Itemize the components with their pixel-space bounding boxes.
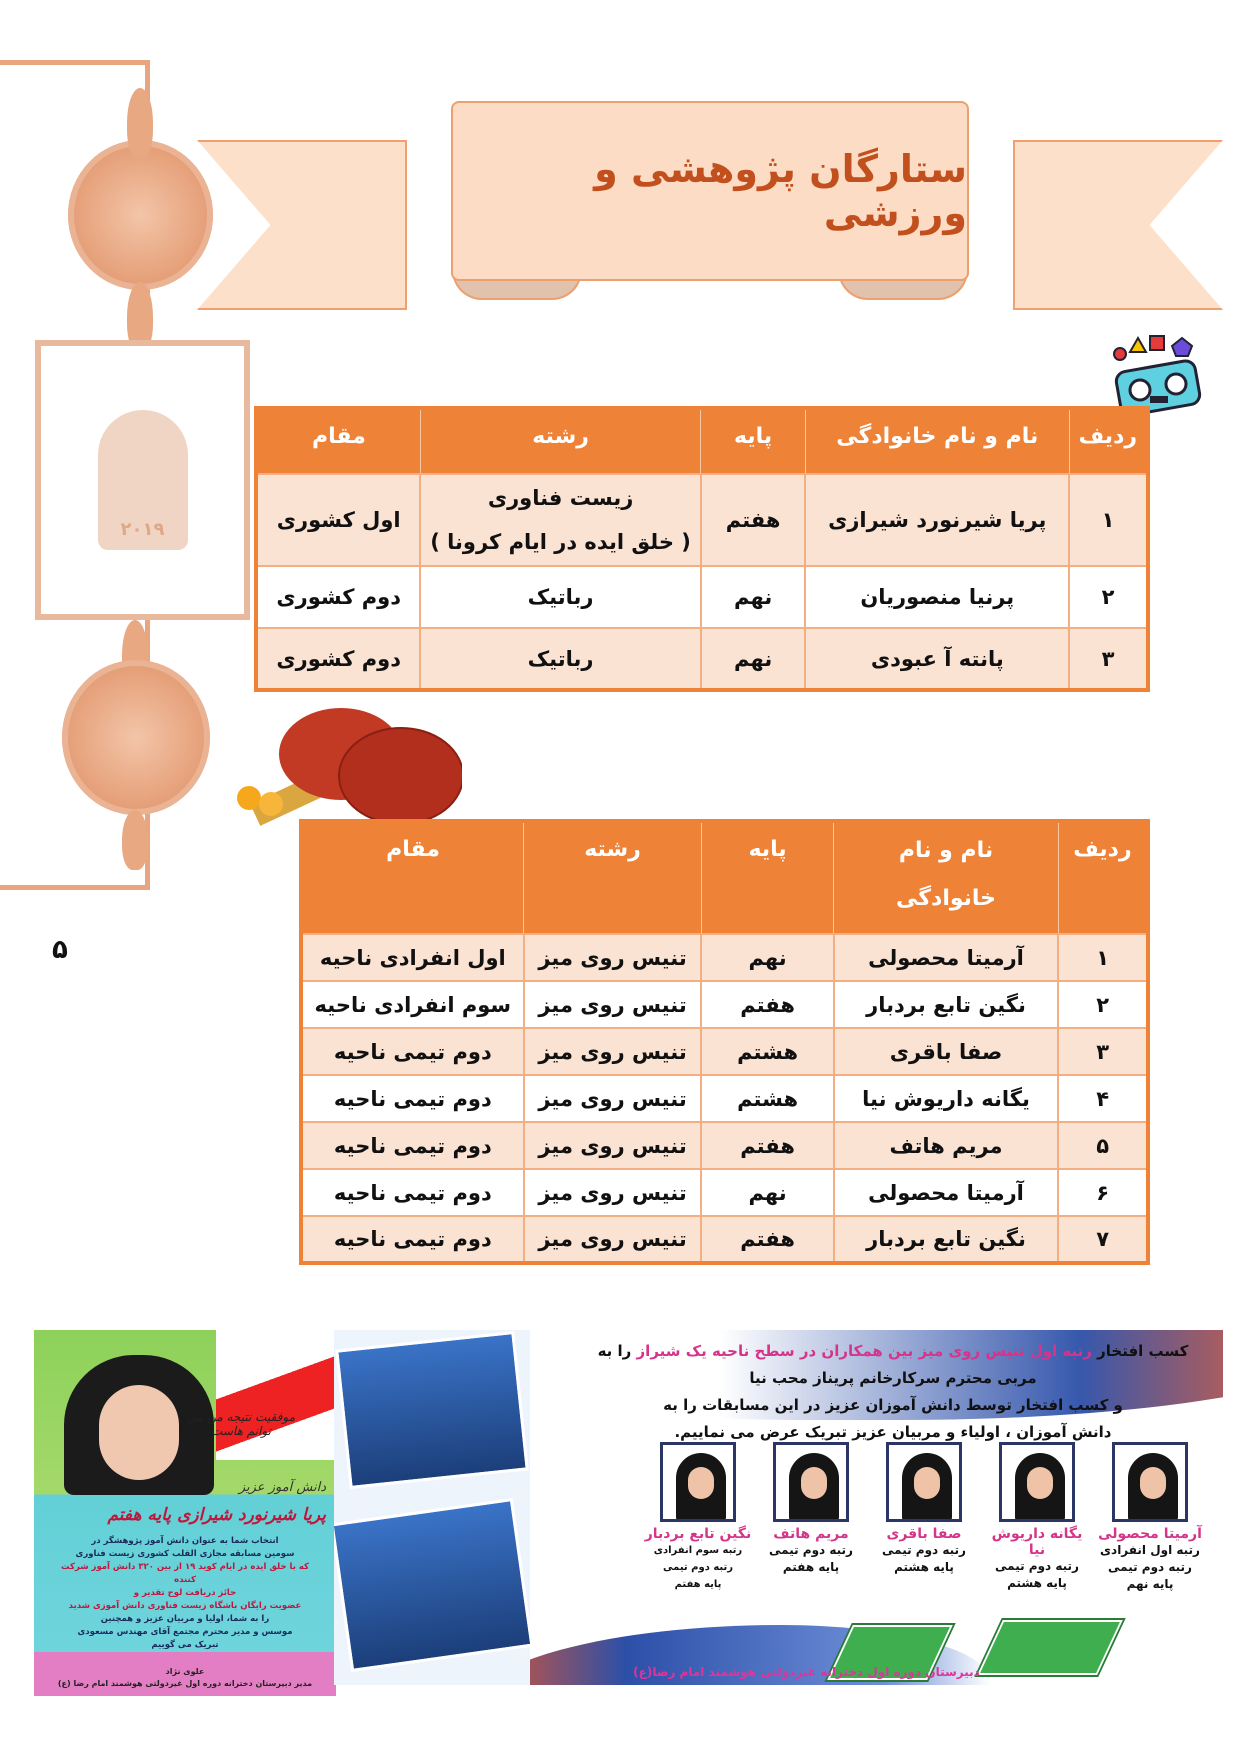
table-header-row [301,821,1148,934]
cell-grade: هفتم [701,981,833,1028]
student-card [869,1442,979,1576]
banner-tail-right [1013,140,1223,310]
frame-bottom-line [0,885,150,890]
cell-field [420,474,700,566]
iran-flag-image [216,1330,336,1460]
table-tennis-award-poster [530,1330,1223,1685]
text-line: دانش آموزان ، اولیاء و مربیان عزیز تبریک عرض می نماییم. [674,1423,1112,1441]
student-card [756,1442,866,1576]
poster-body-text [54,1535,316,1652]
cell-name: یگانه داریوش نیا [834,1075,1059,1122]
cell-num: ۱ [1069,474,1148,566]
team-photo-2 [334,1498,530,1672]
poster-line: سومین مسابقه مجازی القلب کشوری زیست فناوری [75,1549,295,1559]
header-rank: مقام [256,408,420,474]
ornament-medallion-bottom [62,660,210,815]
cell-num: ۳ [1069,628,1148,690]
poster-footer: دبیرستان دوره اول دخترانه غیردولتی هوشمند امام رضا(ع) [633,1665,980,1679]
title-scroll [451,101,969,281]
student-face [99,1385,179,1480]
cell-name: صفا باقری [834,1028,1059,1075]
cell-name: آرمیتا محصولی [834,934,1059,981]
cell-grade: هفتم [701,474,806,566]
cell-rank: دوم تیمی ناحیه [301,1122,524,1169]
student-detail: رتبه دوم تیمی [663,1562,733,1573]
cell-num: ۶ [1058,1169,1148,1216]
team-photo-1 [335,1331,529,1489]
table-row [301,1216,1148,1263]
header-grade: پایه [701,821,833,934]
student-detail: پایه نهم [1126,1577,1174,1591]
header-radif: ردیف [1069,408,1148,474]
banner-tail-left [197,140,407,310]
student-photo [999,1442,1075,1522]
sports-stars-table [299,819,1150,1265]
table-header-row [256,408,1148,474]
table-row [256,628,1148,690]
student-card [982,1442,1092,1592]
field-text: زیست فناوری [487,486,634,510]
table-row [301,981,1148,1028]
text-part: را به [597,1342,632,1360]
student-name: نگین تابع بردبار [644,1526,752,1542]
student-detail: پایه هشتم [894,1560,954,1574]
page-number: ۵ [52,935,68,965]
poster-line: حائز دریافت لوح تقدیر و [133,1588,237,1598]
signer-name: علوی نژاد [165,1667,205,1676]
research-stars-table [254,406,1150,692]
coach-line: مربی محترم سرکارخانم پریناز محب نیا [749,1369,1037,1387]
table-row [256,566,1148,628]
cell-grade: نهم [701,1169,833,1216]
header-name: نام و نام خانوادگی [805,408,1069,474]
cell-field: تنیس روی میز [524,981,702,1028]
student-detail: رتبه سوم انفرادی [653,1545,743,1556]
cell-name: پانته آ عبودی [805,628,1069,690]
cell-num: ۵ [1058,1122,1148,1169]
table-row [256,474,1148,566]
cell-rank: دوم تیمی ناحیه [301,1169,524,1216]
student-name: مریم هاتف [773,1526,849,1542]
cell-grade: نهم [701,934,833,981]
student-card [643,1442,753,1593]
poster-signature [34,1666,336,1690]
cell-rank: دوم تیمی ناحیه [301,1216,524,1263]
cell-num: ۱ [1058,934,1148,981]
cell-rank: دوم کشوری [256,628,420,690]
cell-name: مریم هاتف [834,1122,1059,1169]
cell-rank: دوم تیمی ناحیه [301,1075,524,1122]
frame-top-line [0,60,150,65]
header-grade: پایه [701,408,806,474]
poster-congrats-text [573,1338,1213,1446]
cell-field: رباتیک [420,628,700,690]
cell-field: تنیس روی میز [524,934,702,981]
student-name: صفا باقری [886,1526,962,1542]
cell-name: پریا شیرنورد شیرازی [805,474,1069,566]
cell-field: تنیس روی میز [524,1122,702,1169]
cell-num: ۳ [1058,1028,1148,1075]
student-detail: رتبه دوم تیمی [1108,1560,1192,1574]
text-part: کسب افتخار [1097,1342,1189,1360]
cell-rank: سوم انفرادی ناحیه [301,981,524,1028]
header-field: رشته [524,821,702,934]
poster-line: انتخاب شما به عنوان دانش آموز پژوهشگر در [91,1536,279,1546]
page-title: ستارگان پژوهشی و ورزشی [594,147,967,235]
cell-field: تنیس روی میز [524,1075,702,1122]
student-detail: پایه هفتم [782,1560,840,1574]
student-detail: رتبه اول انفرادی [1100,1543,1200,1557]
school-logo: ۲۰۱۹ [98,410,188,550]
cell-grade: نهم [701,566,806,628]
table-row [301,1028,1148,1075]
cell-field: تنیس روی میز [524,1216,702,1263]
cell-num: ۴ [1058,1075,1148,1122]
header-rank: مقام [301,821,524,934]
cell-grade: هفتم [701,1122,833,1169]
poster-line: عضویت رایگان باشگاه زیست فناوری دانش آموزی شدید [68,1601,302,1611]
student-detail: پایه هشتم [1007,1576,1067,1590]
cell-name: آرمیتا محصولی [834,1169,1059,1216]
cell-num: ۲ [1058,981,1148,1028]
cell-num: ۲ [1069,566,1148,628]
cell-field: تنیس روی میز [524,1028,702,1075]
poster-line: موسس و مدیر محترم مجتمع آقای مهندس مسعودی [77,1627,293,1637]
signer-title: مدیر دبیرستان دخترانه دوره اول غیردولتی هوشمند امام رضا (ع) [57,1679,313,1688]
table-row [301,1169,1148,1216]
field-note: ( خلق ایده در ایام کرونا ) [430,530,691,554]
student-detail: رتبه دوم تیمی [882,1543,966,1557]
cell-num: ۷ [1058,1216,1148,1263]
poster-subtitle: دانش آموز عزیز [238,1480,326,1495]
header-name: نام و نام خانوادگی [834,821,1059,934]
student-photo [1112,1442,1188,1522]
header-field: رشته [420,408,700,474]
student-name: یگانه داریوش نیا [991,1526,1083,1558]
robot-icon [1110,332,1206,417]
cell-rank: دوم تیمی ناحیه [301,1028,524,1075]
cell-name: پرنیا منصوریان [805,566,1069,628]
ornament-medallion-top [68,140,213,290]
student-detail: رتبه دوم تیمی [769,1543,853,1557]
cell-name: نگین تابع بردبار [834,981,1059,1028]
text-highlight: رتبه اول تنیس روی میز بین همکاران در سطح ناحیه یک شیراز [636,1342,1092,1360]
cell-grade: هشتم [701,1075,833,1122]
poster-line: را به شما، اولیا و مربیان عزیز و همچنین [100,1614,270,1624]
poster-slogan: موفقیت نتیجه من می توانم هاست [186,1410,296,1438]
student-name: آرمیتا محصولی [1098,1526,1202,1542]
student-photo [660,1442,736,1522]
ornament-cap-top [127,88,153,158]
cell-rank: اول انفرادی ناحیه [301,934,524,981]
cell-grade: نهم [701,628,806,690]
poster-student-name: پریا شیرنورد شیرازی پایه هفتم [107,1505,326,1525]
poster-line: تبریک می گوییم [151,1640,219,1650]
cell-rank: دوم کشوری [256,566,420,628]
student-detail: پایه هفتم [674,1579,722,1590]
table-row [301,934,1148,981]
student-card [1095,1442,1205,1593]
poster-line: که با خلق ایده در ایام کوید ۱۹ از بین ۳۲۰ دانش آموز شرکت کننده [61,1562,309,1585]
student-detail: رتبه دوم تیمی [995,1559,1079,1573]
cell-grade: هفتم [701,1216,833,1263]
text-line: و کسب افتخار توسط دانش آموزان عزیز در این مسابقات را به [663,1396,1123,1414]
cell-rank: اول کشوری [256,474,420,566]
research-award-poster [34,1330,336,1696]
cell-grade: هشتم [701,1028,833,1075]
student-photo [773,1442,849,1522]
ornament-cap-lower [122,810,148,870]
cell-name: نگین تابع بردبار [834,1216,1059,1263]
team-photo-collage [334,1330,530,1685]
cell-field: تنیس روی میز [524,1169,702,1216]
student-photo [886,1442,962,1522]
header-radif: ردیف [1058,821,1148,934]
table-row [301,1122,1148,1169]
cell-field: رباتیک [420,566,700,628]
table-row [301,1075,1148,1122]
school-logo-box [35,340,250,620]
